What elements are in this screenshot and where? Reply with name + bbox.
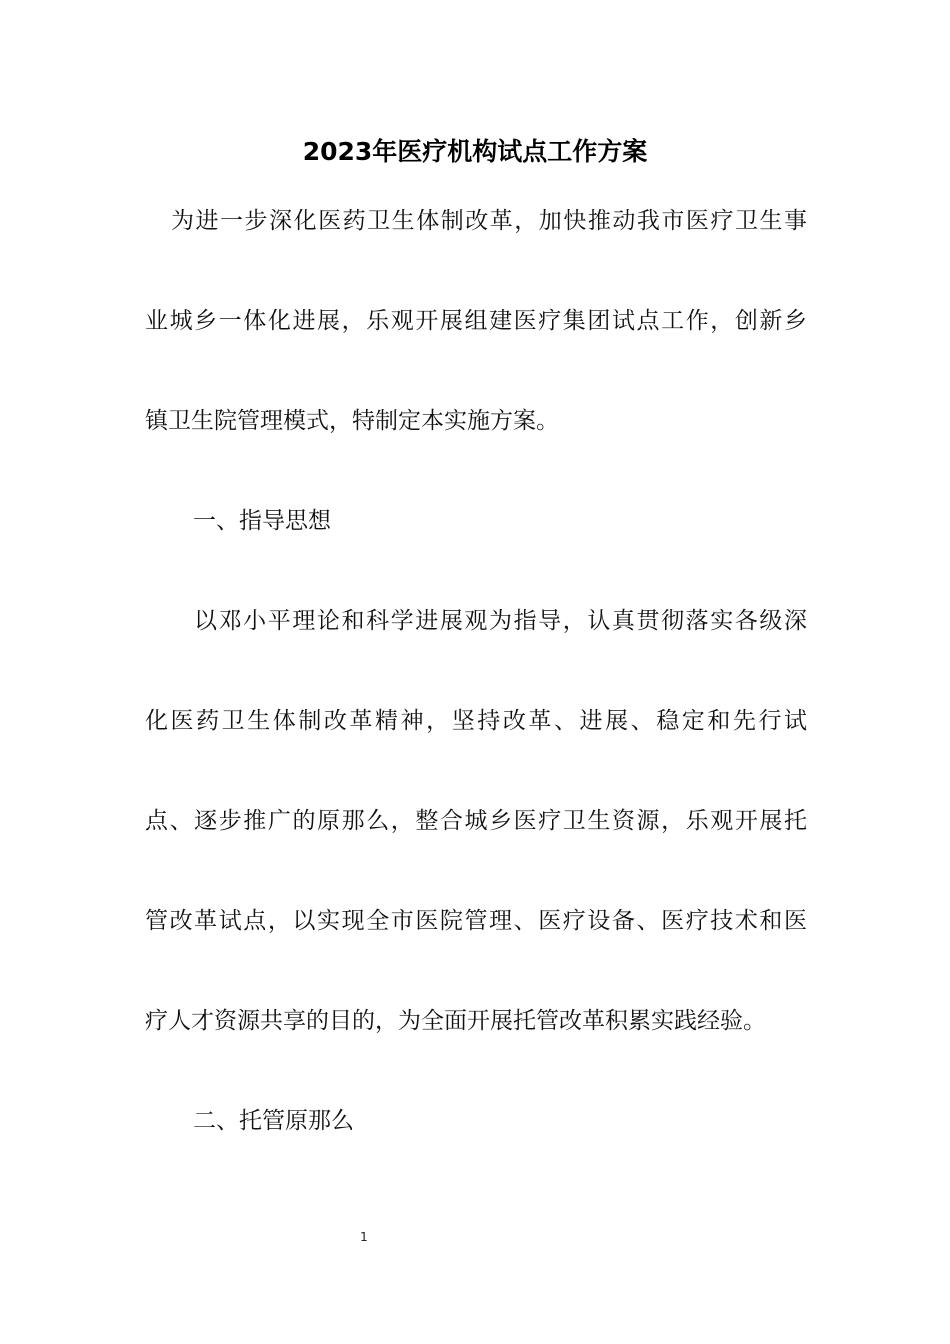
- section-1-line-5: 疗人才资源共享的目的，为全面开展托管改革积累实践经验。: [145, 1008, 766, 1034]
- section-1-line-3: 点、逐步推广的原那么，整合城乡医疗卫生资源，乐观开展托: [145, 808, 807, 834]
- page-number: 1: [360, 1230, 368, 1244]
- intro-line-3: 镇卫生院管理模式，特制定本实施方案。: [145, 408, 559, 434]
- intro-line-1: 为进一步深化医药卫生体制改革，加快推动我市医疗卫生事: [171, 208, 807, 234]
- section-1-heading: 一、指导思想: [193, 508, 331, 534]
- section-1-line-1: 以邓小平理论和科学进展观为指导，认真贯彻落实各级深: [194, 608, 807, 634]
- document-title: 2023年医疗机构试点工作方案: [302, 137, 648, 166]
- section-1-line-4: 管改革试点，以实现全市医院管理、医疗设备、医疗技术和医: [145, 908, 807, 934]
- intro-line-2: 业城乡一体化进展，乐观开展组建医疗集团试点工作，创新乡: [145, 308, 807, 334]
- section-1-line-2: 化医药卫生体制改革精神，坚持改革、进展、稳定和先行试: [145, 708, 807, 734]
- section-2-heading: 二、托管原那么: [193, 1108, 354, 1134]
